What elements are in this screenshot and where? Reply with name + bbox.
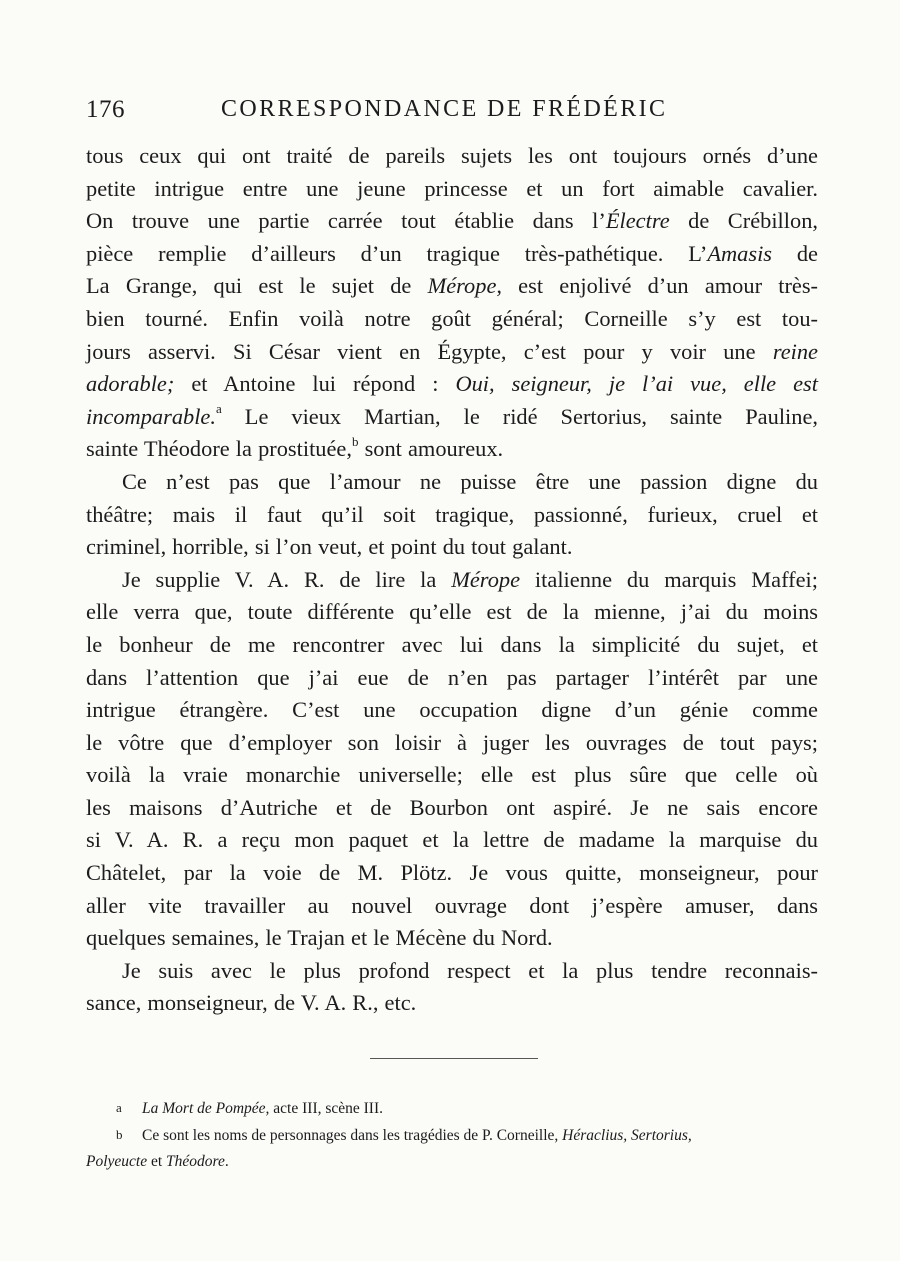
text-line: Je suis avec le plus profond respect et la plus tendre reconnais- bbox=[122, 957, 818, 983]
footnote-ref-a[interactable]: a bbox=[215, 401, 222, 417]
text-line: Je supplie V. A. R. de lire la Mérope italienne du marquis Maffei; bbox=[122, 566, 818, 592]
text-line: elle verra que, toute différente qu’elle est de la mienne, j’ai du moins bbox=[86, 599, 818, 625]
text-line: On trouve une partie carrée tout établie dans l’Électre de Crébillon, bbox=[86, 208, 818, 234]
paragraph-3 bbox=[86, 564, 818, 955]
title-electre: Électre bbox=[605, 208, 670, 234]
text-line: aller vite travailler au nouvel ouvrage dont j’espère amuser, dans bbox=[86, 892, 818, 918]
page-header bbox=[86, 96, 816, 130]
text-line: si V. A. R. a reçu mon paquet et la lettre de madame la marquise du bbox=[86, 827, 818, 853]
text-line: voilà la vraie monarchie universelle; elle est plus sûre que celle où bbox=[86, 762, 818, 788]
paragraph-1 bbox=[86, 140, 818, 466]
footnote-b-continued: Polyeucte et Théodore. bbox=[86, 1153, 229, 1170]
text-line: intrigue étrangère. C’est une occupation digne d’un génie comme bbox=[86, 697, 818, 723]
text-line: pièce remplie d’ailleurs d’un tragique très-pathétique. L’Amasis de bbox=[86, 240, 818, 266]
text-line: dans l’attention que j’ai eue de n’en pas partager l’intérêt par une bbox=[86, 664, 818, 690]
text-line: quelques semaines, le Trajan et le Mécène du Nord. bbox=[86, 925, 553, 951]
text-line: jours asservi. Si César vient en Égypte, c’est pour y voir une reine bbox=[86, 338, 818, 364]
footnote-title: La Mort de Pompée, bbox=[142, 1100, 270, 1117]
text-line: le vôtre que d’employer son loisir à juger les ouvrages de tout pays; bbox=[86, 729, 818, 755]
footnote-b: b Ce sont les noms de personnages dans les tragédies de P. Corneille, Héraclius, Sertorius, bbox=[86, 1122, 826, 1149]
letter-body bbox=[86, 140, 818, 1020]
text-line: sance, monseigneur, de V. A. R., etc. bbox=[86, 990, 417, 1016]
footnote-divider bbox=[370, 1058, 538, 1059]
page-number: 176 bbox=[86, 96, 125, 123]
text-line: Ce n’est pas que l’amour ne puisse être une passion digne du bbox=[122, 468, 818, 494]
quotation: Oui, seigneur, je l’ai vue, elle est bbox=[455, 371, 818, 397]
text-line: incomparable.$^a$ Le vieux Martian, le ridé Sertorius, sainte Pauline, bbox=[86, 401, 818, 429]
title-merope: Mérope bbox=[451, 566, 521, 592]
text-line: les maisons d’Autriche et de Bourbon ont aspiré. Je ne sais encore bbox=[86, 794, 818, 820]
paragraph-4 bbox=[86, 955, 818, 1020]
footnote-ref-b[interactable]: b bbox=[351, 433, 359, 449]
title-amasis: Amasis bbox=[707, 240, 773, 266]
footnote-a: a La Mort de Pompée, acte III, scène III. bbox=[86, 1095, 826, 1122]
text-line: bien tourné. Enfin voilà notre goût général; Corneille s’y est tou- bbox=[86, 305, 818, 331]
footnote-mark: b bbox=[116, 1127, 123, 1142]
text-line: petite intrigue entre une jeune princesse et un fort aimable cavalier. bbox=[86, 175, 818, 201]
text-line: le bonheur de me rencontrer avec lui dans la simplicité du sujet, et bbox=[86, 631, 818, 657]
footnote-mark: a bbox=[116, 1100, 122, 1115]
text-line: sainte Théodore la prostituée,$^b$ sont amoureux. bbox=[86, 433, 504, 462]
text-line: tous ceux qui ont traité de pareils sujets les ont toujours ornés d’une bbox=[86, 143, 818, 168]
text-line: théâtre; mais il faut qu’il soit tragique, passionné, furieux, cruel et bbox=[86, 501, 818, 527]
text-line: Châtelet, par la voie de M. Plötz. Je vous quitte, monseigneur, pour bbox=[86, 860, 818, 886]
paragraph-2 bbox=[86, 466, 818, 564]
footnotes bbox=[86, 1095, 826, 1175]
text-line: adorable; et Antoine lui répond : Oui, seigneur, je l’ai vue, elle est bbox=[86, 371, 818, 397]
title-merope: Mérope, bbox=[427, 273, 502, 299]
text-line: criminel, horrible, si l’on veut, et point du tout galant. bbox=[86, 534, 573, 560]
running-title: CORRESPONDANCE DE FRÉDÉRIC bbox=[221, 96, 668, 122]
text-line: La Grange, qui est le sujet de Mérope, est enjolivé d’un amour très- bbox=[86, 273, 819, 299]
